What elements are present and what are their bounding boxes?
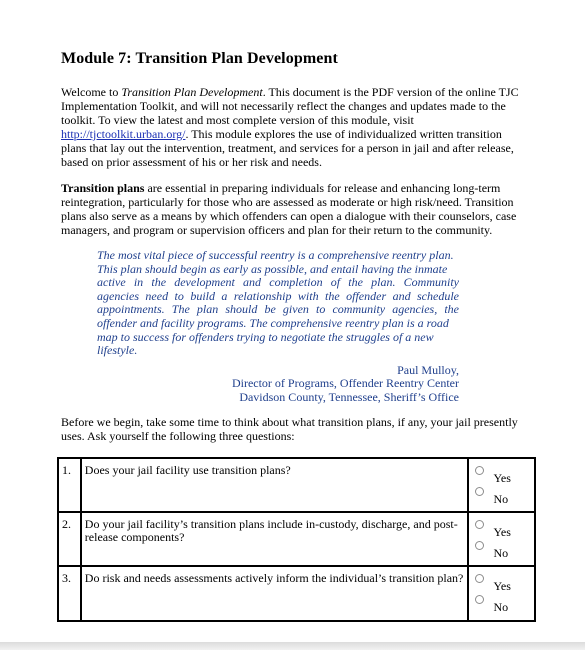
radio-yes-icon[interactable] [475, 520, 484, 529]
question-number: 3. [58, 566, 81, 621]
answer-options [468, 458, 535, 512]
radio-no-icon[interactable] [475, 595, 484, 604]
question-number: 2. [58, 512, 81, 566]
toolkit-title-italic: Transition Plan Development [121, 85, 263, 99]
quote-attribution [97, 364, 459, 405]
table-row [58, 566, 535, 621]
option-no[interactable]: No [469, 592, 534, 613]
table-row [58, 512, 535, 566]
question-text: Do your jail facility’s transition plans include in-custody, discharge, and post- release components? [81, 512, 469, 566]
intro-paragraph: Welcome to Transition Plan Development. This document is the PDF version of the online TJC Implementation Toolkit, and will not necessarily reflect the changes and updates made to the toolkit. To view the latest and most complete version of this module, visit http://tjctoolkit.urban.org/. This module explores the use of individualized written transition plans that lay out the intervention, treatment, and services for a person in jail and after release, based on prior assessment of his or her risk and needs. [61, 85, 519, 169]
quote-author-org: Davidson County, Tennessee, Sheriff’s Office [239, 389, 459, 404]
definition-paragraph: Transition plans are essential in preparing individuals for release and enhancing long-term reintegration, particularly for those who are assessed as moderate or high risk/need. Transition plans also serve as a means by which offenders can open a dialogue with their counselors, case managers, and program or supervision officers and plan for their return to the community. [61, 181, 517, 237]
pull-quote [97, 249, 459, 405]
term-transition-plans: Transition plans [61, 181, 145, 195]
questions-table [57, 457, 536, 622]
radio-no-icon[interactable] [475, 487, 484, 496]
quote-author: Paul Mulloy, [397, 362, 459, 377]
question-number: 1. [58, 458, 81, 512]
option-yes[interactable]: Yes [469, 463, 534, 484]
option-yes[interactable]: Yes [469, 571, 534, 592]
quote-author-role: Director of Programs, Offender Reentry Center [231, 376, 459, 391]
answer-options [468, 566, 535, 621]
page-bottom-edge [0, 642, 585, 650]
lead-in-paragraph: Before we begin, take some time to think about what transition plans, if any, your jail presently uses. Ask yourself the following three questions: [61, 415, 518, 443]
question-text: Do risk and needs assessments actively inform the individual’s transition plan? [81, 566, 469, 621]
toolkit-link[interactable]: http://tjctoolkit.urban.org/ [61, 127, 186, 141]
option-yes[interactable]: Yes [469, 517, 534, 538]
radio-yes-icon[interactable] [475, 574, 484, 583]
option-no[interactable]: No [469, 538, 534, 559]
quote-text: The most vital piece of successful reentry is a comprehensive reentry plan. This plan should begin as early as possible, and entail having the inmate active in the development and completion of the plan. Community agencies need to build a relationship with the offender and schedule appointments. The plan should be given to community agencies, the offender and facility programs. The comprehensive reentry plan is a road map to success for offenders trying to negotiate the struggles of a new lifestyle. [97, 248, 459, 358]
table-row [58, 458, 535, 512]
question-text: Does your jail facility use transition plans? [81, 458, 469, 512]
radio-yes-icon[interactable] [475, 466, 484, 475]
page-title: Module 7: Transition Plan Development [61, 50, 338, 67]
option-no[interactable]: No [469, 484, 534, 505]
radio-no-icon[interactable] [475, 541, 484, 550]
answer-options [468, 512, 535, 566]
